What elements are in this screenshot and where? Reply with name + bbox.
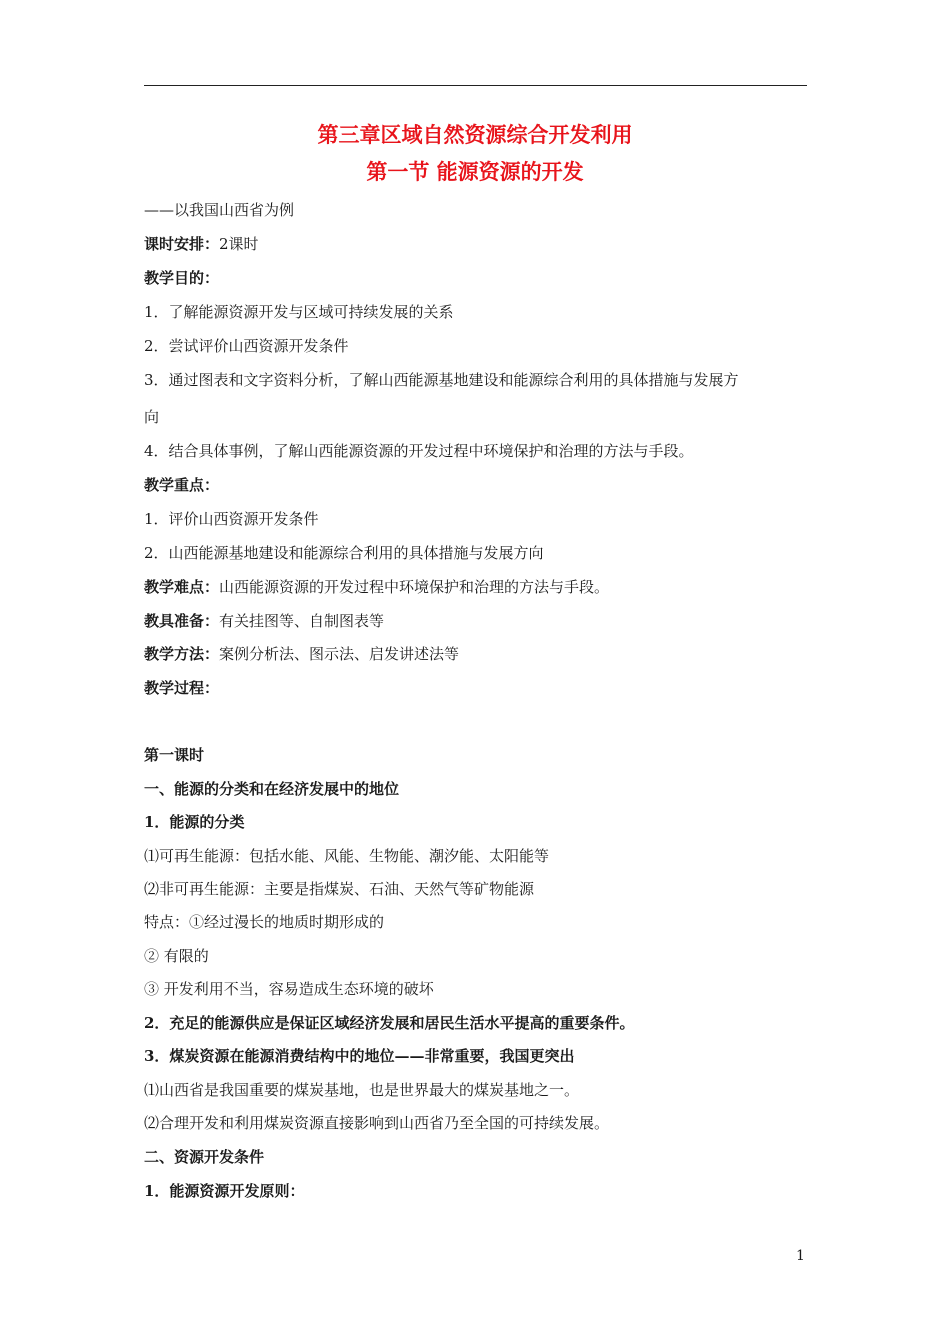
objective-item: 1．了解能源资源开发与区域可持续发展的关系 <box>144 303 454 321</box>
objective-item: 4．结合具体事例，了解山西能源资源的开发过程中环境保护和治理的方法与手段。 <box>144 442 694 460</box>
keypoints-label: 教学重点： <box>144 476 220 494</box>
process-label: 教学过程： <box>144 679 220 697</box>
difficulty-value: 山西能源资源的开发过程中环境保护和治理的方法与手段。 <box>219 578 610 596</box>
tools-value: 有关挂图等、自制图表等 <box>219 612 385 630</box>
method-value: 案例分析法、图示法、启发讲述法等 <box>219 645 460 663</box>
schedule-label: 课时安排： <box>144 235 220 253</box>
tools-line <box>144 610 384 632</box>
chapter-title: 第三章区域自然资源综合开发利用 <box>317 122 633 147</box>
section-title: 第一节 能源资源的开发 <box>366 159 584 184</box>
lesson-heading: 第一课时 <box>144 746 205 764</box>
section-heading: 一、能源的分类和在经济发展中的地位 <box>144 780 400 798</box>
objective-item: 2．尝试评价山西资源开发条件 <box>144 337 349 355</box>
page-number: 1 <box>796 1248 805 1264</box>
list-item: ⑵合理开发和利用煤炭资源直接影响到山西省乃至全国的可持续发展。 <box>144 1114 610 1132</box>
subsection-heading: 1．能源的分类 <box>144 813 245 831</box>
keypoint-item: 2．山西能源基地建设和能源综合利用的具体措施与发展方向 <box>144 544 544 562</box>
subsection-heading: 2．充足的能源供应是保证区域经济发展和居民生活水平提高的重要条件。 <box>144 1014 635 1032</box>
subsection-heading: 1．能源资源开发原则： <box>144 1182 305 1200</box>
objective-item: 3．通过图表和文字资料分析，了解山西能源基地建设和能源综合利用的具体措施与发展方 <box>144 371 739 389</box>
feature-item: ③ 开发利用不当，容易造成生态环境的破坏 <box>144 980 434 998</box>
schedule-value: 2课时 <box>219 235 259 253</box>
header-rule <box>144 85 807 86</box>
features-line: 特点：①经过漫长的地质时期形成的 <box>144 913 385 931</box>
objectives-label: 教学目的： <box>144 269 220 287</box>
method-line <box>144 643 459 665</box>
case-subtitle: ——以我国山西省为例 <box>144 201 295 219</box>
list-item: ⑴山西省是我国重要的煤炭基地，也是世界最大的煤炭基地之一。 <box>144 1081 580 1099</box>
tools-label: 教具准备： <box>144 612 220 630</box>
list-item: ⑵非可再生能源：主要是指煤炭、石油、天然气等矿物能源 <box>144 880 535 898</box>
keypoint-item: 1．评价山西资源开发条件 <box>144 510 319 528</box>
section-heading: 二、资源开发条件 <box>144 1148 265 1166</box>
subsection-heading: 3．煤炭资源在能源消费结构中的地位——非常重要，我国更突出 <box>144 1047 575 1065</box>
method-label: 教学方法： <box>144 645 220 663</box>
feature-item: ② 有限的 <box>144 947 209 965</box>
difficulty-line <box>144 576 609 598</box>
schedule-line <box>144 233 259 255</box>
difficulty-label: 教学难点： <box>144 578 220 596</box>
objective-item-continued: 向 <box>144 408 160 426</box>
list-item: ⑴可再生能源：包括水能、风能、生物能、潮汐能、太阳能等 <box>144 847 550 865</box>
